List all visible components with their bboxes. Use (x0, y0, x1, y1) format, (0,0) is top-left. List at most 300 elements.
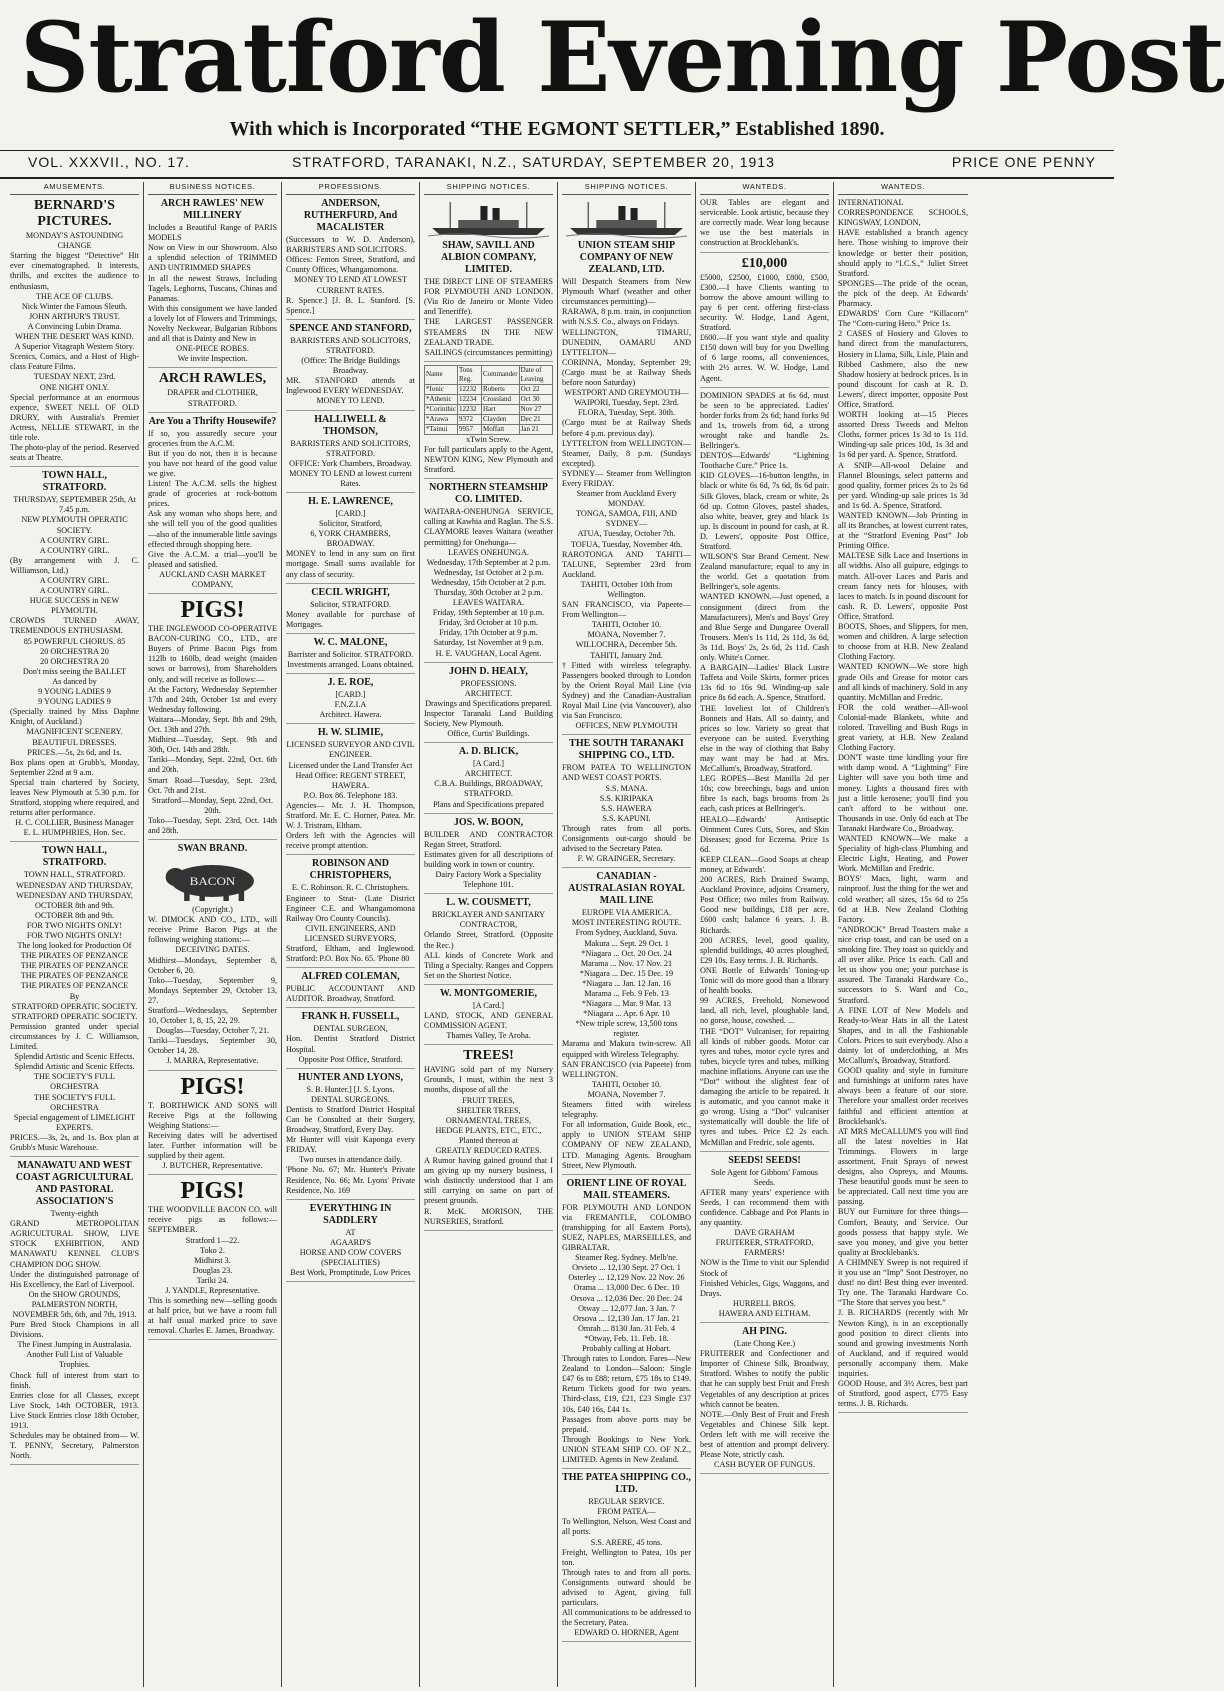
advertisement-text: (By arrangement with J. C. Williamson, Ltd.) (10, 555, 139, 575)
advertisement-text: MOANA, November 7. (587, 1089, 666, 1099)
advertisement-text: If so, you assuredly secure your groceries from the A.C.M. (148, 428, 277, 448)
advertisement-text: Scenics, Comics, and a Host of High-class Feature Films. (10, 352, 139, 372)
advertisement-text: Special performance at an enormous expence, SWEET NELL OF OLD DRURY, with Australia's Premier Actress, NELLIE STEWART, in the title role. (10, 392, 139, 442)
advertisement-text: *Otway, Feb. 11. Feb. 18. (584, 1333, 669, 1343)
advertisement-text: Midhirst—Mondays, September 8, October 6, 20. (148, 955, 277, 975)
advertisement-text: Orama ... 13,000 Dec. 6 Dec. 10 (573, 1283, 680, 1293)
advertisement-text: GOOD quality and style in furniture and furnishings at uniform rates have always been a feature of our store. Therefore your smallest order receives faithful and efficient attention at Brocklebank's. (838, 1066, 968, 1126)
advertisement-text: MAGNIFICENT SCENERY. (26, 727, 123, 737)
advertisement-text: [A Card.] (473, 759, 504, 769)
advertisement-text: 9 YOUNG LADIES 9 (38, 687, 111, 697)
advertisement-text: TAHITI, October 10th from Wellington. (580, 579, 673, 599)
advertisement-text: As danced by (52, 676, 97, 686)
advertisement-text: Probably calling at Hobart. (582, 1344, 671, 1353)
advertisement-heading: L. W. COUSMETT, (446, 897, 531, 909)
advertisement-text: W. DIMOCK AND CO., LTD., will receive Prime Bacon Pigs at the following weighing stations:— (148, 915, 277, 945)
advertisement (148, 416, 277, 595)
advertisement-heading: W. MONTGOMERIE, (439, 987, 538, 999)
advertisement (286, 727, 415, 855)
table-row (425, 394, 553, 404)
advertisement-text: Marama and Makura twin-screw. All equipped with Wireless Telegraphy. (562, 1039, 691, 1059)
advertisement-text: WAITARA-ONEHUNGA SERVICE, calling at Kawhia and Raglan. The S.S. CLAYMORE leaves Waitara (weather permitting) for Onehunga— (424, 507, 553, 547)
advertisement-text: Mr Hunter will visit Kaponga every FRIDAY. (286, 1135, 415, 1155)
table-cell: Commander (482, 365, 520, 384)
advertisement-text: 20 ORCHESTRA 20 (40, 656, 109, 666)
advertisement-text: Agencies— Mr. J. H. Thompson, Stratford. Mr. E. C. Horner, Patea. Mr. W. J. Tristram, Eltham. (286, 800, 415, 831)
advertisement (700, 391, 829, 1152)
advertisement-text: Best Work, Promptitude, Low Prices (290, 1268, 411, 1278)
newspaper-subtitle: With which is Incorporated “THE EGMONT SETTLER,” Established 1890. (229, 118, 885, 140)
advertisement-text: The Finest Jumping in Australasia. (17, 1340, 132, 1350)
advertisement-text: HEDGE PLANTS, ETC., ETC., (435, 1125, 542, 1135)
advertisement-text: THE SOCIETY'S FULL ORCHESTRA (33, 1092, 116, 1112)
advertisement-text: *Niagara ... Dec. 15 Dec. 19 (579, 968, 674, 978)
advertisement-text: P.O. Box 86. Telephone 183. (303, 790, 398, 800)
advertisement-text: HURRELL BROS. (733, 1298, 796, 1308)
advertisement (286, 971, 415, 1008)
advertisement-text: A COUNTRY GIRL. (39, 535, 110, 545)
column-4 (420, 182, 558, 1687)
advertisement-text: SAN FRANCISCO, via Papeete— From Wellington— (562, 600, 691, 620)
advertisement (286, 1072, 415, 1200)
advertisement-text: Twenty-eighth (50, 1209, 99, 1219)
advertisement-text: Smart Road—Tuesday, Sept. 23rd, Oct. 7th and 21st. (148, 775, 277, 795)
advertisement-heading: £10,000 (741, 255, 788, 271)
advertisement-text: TONGA, SAMOA, FIJI, AND SYDNEY— (576, 509, 677, 529)
advertisement-text: This is something new—selling goods at half price, but we have a room full at half usual marked price to save removal. Charles E. James, Broadway. (148, 1296, 277, 1336)
advertisement-text: TUESDAY NEXT, 23rd. (33, 372, 116, 382)
advertisement-heading: MANAWATU AND WEST COAST AGRICULTURAL AND PASTORAL ASSOCIATION'S (15, 1160, 134, 1208)
advertisement-text: Dairy Factory Work a Speciality (435, 870, 542, 880)
advertisement-text: A COUNTRY GIRL. (39, 576, 110, 585)
advertisement-text: Makura ... Sept. 29 Oct. 1 (584, 938, 669, 948)
advertisement-text: Telephone 101. (463, 880, 514, 890)
advertisement-text: AGAARD'S (329, 1237, 372, 1247)
advertisement-text: Through rates to and from all ports. Consignments outward should be advised to Agent, giving full particulars. (562, 1567, 691, 1608)
advertisement-text: WORTH looking at—15 Pieces assorted Dress Tweeds and Melton Cloths, former prices 1s 3d to 1s 11d. Winding-up sale prices 10d, 1s 3d and 1s 6d per yard. A. Spence, Stratford. (838, 410, 968, 460)
advertisement-text: GOOD House, and 3½ Acres, best part of Stratford, good aspect, £775 Easy terms. J. B. Richards. (838, 1379, 968, 1409)
advertisement (148, 1074, 277, 1176)
advertisement-text: DRAPER and CLOTHIER, STRATFORD. (167, 388, 258, 408)
advertisement-text: J. YANDLE, Representative. (165, 1285, 260, 1295)
advertisement-text: FLORA, Tuesday, Sept. 30th. (577, 408, 676, 418)
advertisement-text: CORINNA, Monday, September 29; (Cargo must be at Railway Sheds before noon Saturday) (562, 357, 691, 388)
table-cell: *Ionic (425, 384, 458, 394)
advertisement-text: Hon. Dentist Stratford District Hospital. (286, 1034, 415, 1054)
advertisement-text: Licensed under the Land Transfer Act (288, 760, 413, 770)
advertisement-text: Steamers fitted with wireless telegraphy. (562, 1100, 691, 1120)
advertisement-text: LICENSED SURVEYOR AND CIVIL ENGINEER. (286, 740, 415, 760)
advertisement-text: ONE-PIECE ROBES. (176, 344, 249, 354)
table-cell: Crossland (482, 394, 520, 404)
advertisement-text: Inspector Taranaki Land Building Society, New Plymouth. (424, 708, 553, 728)
advertisement-text: Investments arranged. Loans obtained. (287, 660, 414, 669)
advertisement-text: xTwin Screw. (466, 434, 511, 444)
advertisement-heading: FRANK H. FUSSELL, (301, 1011, 400, 1023)
advertisement-text: THE “DOT” Vulcaniser, for repairing all kinds of rubber goods. Motor car tyres and tubes, motor cycle tyres and tubes, bicycle tyres and tubes, milking machine inflations. Anyone can use the “Dot” without the slightest fear of damaging the article to be repaired. It is automatic, and you cannot make it go wrong. Using a “Dot” vulcaniser systematically will double the life of tyres and tubes. Price £2 2s each. McMillan and Fredric, sole agents. (700, 1026, 829, 1147)
advertisement-text: †Fitted with wireless telegraphy. Passengers booked through to London by the Orient Royal Mail Line (via Sydney) and the Canadian-Australian Royal Mail Line (via Vancouver), also via San Francisco. (562, 660, 691, 721)
advertisement-text: H. C. COLLIER, Business Manager (15, 818, 134, 828)
advertisement-text: THE INGLEWOOD CO-OPERATIVE BACON-CURING CO., LTD., are Buyers of Prime Bacon Pigs from 112lb to 160lb, dead weight (maiden sows or barrows), from Shareholders only, and will receive as follows:— (148, 624, 277, 684)
advertisement-text: All communications to be addressed to the Secretary, Patea. (562, 1608, 691, 1628)
advertisement-text: *Niagara ... Apr. 6 Apr. 10 (583, 1009, 670, 1019)
advertisement-text: OCTOBER 8th and 9th. (35, 910, 114, 920)
advertisement-heading: H. E. LAWRENCE, (308, 495, 393, 507)
advertisement (148, 198, 277, 368)
advertisement (424, 666, 553, 744)
advertisement-heading: ARCH RAWLES, (158, 371, 267, 387)
table-cell: 9957 (457, 424, 481, 434)
advertisement-text: Head Office: REGENT STREET, HAWERA. (295, 770, 406, 790)
column-header: SHIPPING NOTICES. (562, 182, 691, 195)
advertisement-text: THE PIRATES OF PENZANCE (20, 961, 129, 971)
advertisement-text: [CARD.] (335, 508, 366, 518)
advertisement-text: Will Despatch Steamers from New Plymouth Wharf (weather and other circumstances permitting)— (562, 277, 691, 307)
advertisement-text: SYDNEY— Steamer from Wellington Every FRIDAY. (562, 468, 691, 488)
table-cell: *Athenic (425, 394, 458, 404)
column-header: AMUSEMENTS. (10, 182, 139, 195)
advertisement-text: FOR PLYMOUTH AND LONDON via FREMANTLE, COLOMBO (transhipping for all Eastern Ports), SUEZ, NAPLES, MARSEILLES, and GIBRALTAR. (562, 1202, 691, 1253)
advertisement-text: CROWDS TURNED AWAY, TREMENDOUS ENTHUSIASM. (10, 616, 139, 636)
advertisement (424, 817, 553, 895)
column-3 (282, 182, 420, 1687)
advertisement (148, 371, 277, 412)
advertisement-heading: SHAW, SAVILL AND ALBION COMPANY, LIMITED. (440, 240, 536, 276)
advertisement-text: Includes a Beautiful Range of PARIS MODELS (148, 223, 277, 243)
advertisement (424, 198, 553, 362)
advertisement-text: Entries close for all Classes, except Live Stock, 14th OCTOBER, 1913. Live Stock Entries close 18th October, 1913. (10, 1390, 139, 1431)
advertisement-text: FROM PATEA TO WELLINGTON AND WEST COAST PORTS. (562, 763, 691, 783)
advertisement-text: EDWARD O. HORNER, Agent (574, 1628, 679, 1638)
advertisement-text: 9 YOUNG LADIES 9 (38, 697, 111, 707)
advertisement-text: We invite Inspection. (177, 354, 248, 364)
advertisement-text: Through rates to London. Fares—New Zealand to London—Saloon: Single £47 6s to £88; return, £75 18s to £149. Return Tickets good for two years. Third-class, £19, £21, £23 Single £37 10s, £40 16s, £44 1s. (562, 1354, 691, 1414)
advertisement-text: (Copyright.) (192, 905, 233, 915)
advertisement-text: 'Phone No. 67; Mr. Hunter's Private Residence, No. 66; Mr. Lyons' Private Residence, No. 169 (286, 1165, 415, 1195)
advertisement-heading: H. W. SLIMIE, (317, 727, 384, 739)
advertisement-heading: HUNTER AND LYONS, (298, 1071, 403, 1083)
advertisement-text: OUR Tables are elegant and serviceable. Look artistic, because they are correctly made. Wear long because we use the best materials in construction at Brocklebank's. (700, 198, 829, 248)
advertisement-heading: CANADIAN - AUSTRALASIAN ROYAL MAIL LINE (568, 871, 685, 907)
advertisement-heading: AH PING. (742, 1326, 787, 1338)
advertisement-text: A SNIP—All-wool Delaine and Flannel Blousings, select patterns and good quality, former prices 2s to 2s 6d per yard. Winding-up sale prices 1s 3d and 1s 6d. A. Spence, Stratford. (838, 460, 968, 510)
advertisement-text: Solicitor, STRATFORD. (310, 599, 391, 609)
advertisement-text: A FINE LOT of New Models and Ready-to-Wear Hats in all the Latest Shapes, and in all the Fashionable Colors. Prices to suit everybody. Also a dainty lot of underclothing, at Mrs McCallum's, Broadway, Stratford. (838, 1005, 968, 1066)
advertisement-text: 200 ACRES, Rich Drained Swamp, Auckland Province, adjoins Creamery, Post Office; two miles from Railway. Good new buildings, £18 per acre, £600 cash; balance 6 years. J. B. Richards. (700, 875, 829, 935)
advertisement-text: S.S. ARERE, 45 tons. (590, 1537, 663, 1547)
advertisement-text: THE PIRATES OF PENZANCE (20, 971, 129, 981)
advertisement-text: CASH BUYER OF FUNGUS. (713, 1460, 815, 1470)
advertisement-text: HORSE AND COW COVERS (SPECIALITIES) (299, 1247, 402, 1268)
advertisement (424, 1048, 553, 1231)
advertisement-text: Under the distinguished patronage of His Excellency, the Earl of Liverpool. (10, 1269, 139, 1289)
advertisement-text: OFFICE: York Chambers, Broadway. (289, 458, 412, 468)
table-cell: *Arawa (425, 414, 458, 424)
advertisement-text: Saturday, 1st November at 9 p.m. (433, 638, 544, 648)
price: PRICE ONE PENNY (951, 154, 1096, 170)
advertisement-heading: SWAN BRAND. (177, 843, 248, 855)
advertisement-text: J. MARRA, Representative. (166, 1056, 259, 1066)
column-7 (834, 182, 972, 1687)
advertisement-text: S.S. MANA. (605, 783, 648, 793)
advertisement-text: MONEY TO LEND AT LOWEST CURRENT RATES. (294, 275, 407, 295)
advertisement-text: FOR TWO NIGHTS ONLY! (26, 920, 123, 930)
advertisement-heading: W. C. MALONE, (313, 636, 388, 648)
advertisement (562, 1178, 691, 1469)
advertisement-text: Offices: Fenton Street, Stratford, and County Offices, Whangamomona. (286, 255, 415, 275)
advertisement-text: £5000, £2500, £1000, £800, £500, £300.—I have Clients wanting to borrow the above amount willing to pay 6 per cent. offering first-class security. W. Hodge, Land Agent, Stratford. (700, 272, 829, 333)
advertisement-text: JOHN ARTHUR'S TRUST. (29, 311, 120, 321)
advertisement-text: MOANA, November 7. (587, 630, 666, 640)
advertisement-text: BOOTS, Shoes, and Slippers, for men, women and children. A large selection to choose from at H.B. New Zealand Clothing Factory. (838, 622, 968, 662)
advertisement-text: LEG ROPES—Best Manilla 2d per 10s; cow breechings, bags and union fibre 1s each, bags brooms from 2s each, cash prices at Bellringer's. (700, 774, 829, 814)
column-2 (144, 182, 282, 1687)
advertisement-heading: ROBINSON AND CHRISTOPHERS, (309, 858, 392, 882)
advertisement-text: A COUNTRY GIRL. (39, 545, 110, 555)
advertisement (700, 198, 829, 252)
table-cell: Oct 30 (519, 394, 552, 404)
advertisement (286, 414, 415, 493)
advertisement-text: F.N.Z.I.A (334, 700, 367, 710)
advertisement-text: TAHITI, October 10. (591, 620, 662, 630)
column-6 (696, 182, 834, 1687)
advertisement-heading: ORIENT LINE OF ROYAL MAIL STEAMERS. (566, 1177, 687, 1201)
advertisement-text: DENTAL SURGEONS. (310, 1094, 391, 1104)
table-cell: Date of Leaving (519, 365, 552, 384)
advertisement-text: Otway ... 12,077 Jan. 3 Jan. 7 (578, 1303, 675, 1313)
advertisement-text: MONEY to lend in any sum on first mortgage. Small sums available for any class of security. (286, 549, 415, 579)
advertisement-text: Schedules may be obtained from— W. T. PENNY, Secretary, Palmerston North. (10, 1431, 139, 1461)
column-header: BUSINESS NOTICES. (148, 182, 277, 195)
svg-text:BACON: BACON (189, 874, 236, 888)
advertisement-text: 2 CASES of Hosiery and Gloves to hand direct from the manufacturers, Hosiery in Llama, Silk, Lisle, Plain and Ribbed Cashmere, also the new Shadow hosiery at bedrock prices. Is in pound discount for cash at R. D. Lewers', direct importer, opposite Post Office, Stratford. (838, 329, 968, 409)
advertisement-text: Starring the biggest “Detective” Hit ever cinematographed. It interests, thrills, and excites the audience to enthusiasm, (10, 251, 139, 291)
advertisement-text: EUROPE VIA AMERICA. (581, 908, 672, 918)
advertisement-text: Pure Bred Stock Champions in all Divisions. (10, 1320, 139, 1340)
advertisement-text: Passages from above ports may be prepaid. (562, 1414, 691, 1434)
advertisement-text: Stratford—Wednesdays, September 10, October 1, 8, 15, 22, 29. (148, 1006, 277, 1026)
advertisement-text: Estimates given for all descriptions of building work in town or country. (424, 849, 553, 869)
advertisement-text: Thames Valley, Te Aroha. (446, 1031, 531, 1041)
table-row (425, 404, 553, 414)
advertisement-text: Orsova ... 12,036 Dec. 20 Dec. 24 (570, 1293, 683, 1303)
advertisement-heading: THE SOUTH TARANAKI SHIPPING CO., LTD. (569, 738, 684, 762)
advertisement-text: F. W. GRAINGER, Secretary. (577, 854, 676, 864)
advertisement-text: HAVE established a branch agency here. Those wishing to improve their knowledge or better their position, should apply to “I.C.S.,” Juliet Street Stratford. (838, 228, 968, 278)
advertisement-text: From Sydney, Auckland, Suva. (575, 928, 678, 938)
advertisement-text: Marama ... Feb. 9 Feb. 13 (584, 989, 669, 998)
advertisement-text: The photo-play of the period. Reserved seats at Theatre. (10, 443, 139, 463)
advertisement-text: (Late Chong Kee.) (733, 1339, 796, 1349)
advertisement-text: 6, YORK CHAMBERS, BROADWAY. (310, 529, 391, 549)
advertisement (424, 365, 553, 479)
advertisement-text: J. B. RICHARDS (recently with Mr Newton King), is in an exceptionally good position to direct clients into sound and growing investments North of Auckland, and if required would personally accompany them. Make inquiries. (838, 1308, 968, 1378)
advertisement-text: Ask any woman who shops here, and she will tell you of the good qualities—also of the innumerable little savings effected through shopping here. (148, 509, 277, 549)
table-row (425, 424, 553, 434)
advertisement (10, 470, 139, 842)
advertisement-text: STRATFORD OPERATIC SOCIETY. (11, 1011, 138, 1021)
advertisement-text: BARRISTERS AND SOLICITORS, STRATFORD. (290, 438, 411, 458)
advertisement-text: Now on View in our Showroom. Also a splendid selection of TRIMMED AND UNTRIMMED SHAPES (148, 243, 277, 273)
advertisement-text: Finished Vehicles, Gigs, Waggons, and Drays. (700, 1278, 829, 1298)
advertisement-text: C.B.A. Buildings, BROADWAY, STRATFORD. (434, 779, 543, 799)
advertisement (424, 482, 553, 662)
advertisement-text: Orsova ... 12,130 Jan. 17 Jan. 21 (573, 1313, 680, 1323)
advertisement-text: SAN FRANCISCO (via Papeete) from WELLINGTON. (562, 1059, 691, 1079)
table-cell: Tons Reg. (457, 365, 481, 384)
advertisement-text: ONE Bottle of Edwards' Toning-up Tonic will do more good than a library of health books. (700, 965, 829, 996)
advertisement-text: Orders left with the Agencies will receive prompt attention. (286, 831, 415, 851)
advertisement (286, 198, 415, 320)
advertisement-text: BARRISTERS AND SOLICITORS, STRATFORD. (290, 335, 411, 355)
advertisement-text: On the SHOW GROUNDS, PALMERSTON NORTH, (28, 1289, 121, 1309)
columns (6, 182, 1110, 1687)
advertisement-text: PRICES.—5s, 2s 6d, and 1s. (27, 747, 122, 757)
advertisement-text: Tariki—Tuesdays, September 30, October 14, 28. (148, 1036, 277, 1056)
advertisement (286, 1203, 415, 1282)
advertisement-text: S.S. KIRIPAKA (599, 793, 654, 803)
advertisement-text: Stratford, Eltham, and Inglewood. Stratford: P.O. Box No. 65. 'Phone 80 (286, 943, 415, 964)
advertisement (286, 1011, 415, 1068)
table-cell: 12234 (457, 394, 481, 404)
advertisement-text: 85 POWERFUL CHORUS. 85 (23, 636, 126, 646)
advertisement-text: Drawings and Specifications prepared. (425, 698, 552, 708)
advertisement-heading: ALFRED COLEMAN, (301, 971, 400, 983)
advertisement-text: REGULAR SERVICE. (588, 1497, 665, 1507)
boar-logo-icon (158, 857, 267, 903)
advertisement-text: BOYS' Macs, light, warm and rainproof. Just the thing for the wet and cold weather; all sizes, 15s 6d to 25s 6d at H.B. New Zealand Clothing Factory. (838, 874, 968, 924)
advertisement-text: FOR the cold weather—All-wool Colonial-made Blankets, white and colored. Travelling and Bush Rugs in great variety, at H.B. New Zealand Clothing Factory. (838, 702, 968, 753)
advertisement-heading: EVERYTHING IN SADDLERY (309, 1202, 392, 1226)
table-cell: 9372 (457, 414, 481, 424)
advertisement-text: RARAWA, 8 p.m. train, in conjunction with N.S.S. Co., always on Fridays. (562, 307, 691, 327)
advertisement-text: Steamer Reg. Sydney. Melb'ne. (575, 1253, 678, 1263)
advertisement-text: E. L. HUMPHRIES, Hon. Sec. (23, 828, 126, 838)
advertisement-text: LYTTELTON from WELLINGTON—Steamer, Daily, 8 p.m. (Sundays excepted). (562, 438, 691, 468)
advertisement-text: MONDAY'S ASTOUNDING CHANGE (25, 231, 124, 251)
advertisement-text: PRICES.—3s, 2s, and 1s. Box plan at Grubb's Music Warehouse. (10, 1132, 139, 1152)
table-cell: Moffatt (482, 424, 520, 434)
advertisement-text: ONE NIGHT ONLY. (39, 382, 110, 392)
advertisement-text: Orvieto ... 12,130 Sept. 27 Oct. 1 (572, 1263, 681, 1273)
advertisement (286, 637, 415, 674)
advertisement-text: OCTOBER 8th and 9th. (35, 900, 114, 910)
table-row (425, 365, 553, 384)
advertisement-text: J. BUTCHER, Representative. (162, 1161, 263, 1171)
advertisement-text: *New triple screw, 13,500 tons register. (575, 1019, 678, 1039)
advertisement-text: R. Spence.] [J. B. L. Stanford. [S. Spence.] (286, 295, 415, 315)
advertisement-text: Listen! The A.C.M. sells the highest grade of groceries at rock-bottom prices. (148, 479, 277, 509)
advertisement-text: LEAVES WAITARA. (452, 598, 525, 608)
advertisement-text: MOST INTERESTING ROUTE. (571, 918, 682, 928)
column-header: SHIPPING NOTICES. (424, 182, 553, 195)
advertisement-text: AT (345, 1227, 356, 1237)
advertisement-heading: A. D. BLICK, (458, 746, 519, 758)
advertisement-text: S. B. Hunter.] [J. S. Lyons. (306, 1084, 395, 1094)
advertisement-text: THE loveliest lot of Children's Bonnets and Hats. All so dainty, and prices so low. Variety so great that everyone can be suited. Everything else in the way of clothing that Baby may want may be had at Mrs. McCallum's, Broadway, Stratford. (700, 703, 829, 774)
advertisement-text: HUGE SUCCESS in NEW PLYMOUTH. (29, 596, 120, 616)
advertisement-text: WEDNESDAY AND THURSDAY, (16, 880, 133, 890)
advertisement-text: GRAND METROPOLITAN AGRICULTURAL SHOW, LIVE STOCK EXHIBITION, AND MANAWATU KENNEL CLUB'S CHAMPION DOG SHOW. (10, 1219, 139, 1269)
advertisement-heading: PIGS! (180, 1073, 245, 1100)
advertisement-text: SAILINGS (circumstances permitting) (424, 347, 553, 357)
advertisement-text: Thursday, 30th October at 2 p.m. (434, 587, 543, 597)
advertisement-text: Permission granted under special circumstances by J. C. Williamson, Limited. (10, 1021, 139, 1052)
advertisement-heading: ARCH RAWLES' NEW MILLINERY (160, 198, 265, 222)
advertisement-text: Plans and Specifications prepared (433, 799, 544, 809)
advertisement-text: (Successors to W. D. Anderson), BARRISTERS AND SOLICITORS. (286, 235, 415, 255)
advertisement-text: T. BORTHWICK AND SONS will Receive Pigs at the following Weighing Stations:— (148, 1100, 277, 1130)
advertisement-text: Special engagement of LIMELIGHT EXPERTS. (13, 1112, 136, 1132)
advertisement-text: Planted thereon at (458, 1135, 519, 1145)
advertisement-text: (Office: The Bridge Buildings Broadway. (301, 356, 400, 376)
advertisement-text: Friday, 3rd October at 10 p.m. (438, 618, 539, 628)
advertisement-text: *Niagara ... Mar. 9 Mar. 13 (581, 999, 672, 1009)
advertisement-heading: J. E. ROE, (327, 677, 374, 689)
advertisement-heading: TOWN HALL, STRATFORD. (42, 845, 107, 869)
advertisement-text: AUCKLAND CASH MARKET COMPANY, (159, 569, 266, 589)
table-cell: 12232 (457, 384, 481, 394)
advertisement-text: LEAVES ONEHUNGA. (448, 547, 529, 557)
table-cell: Name (425, 365, 458, 384)
advertisement-text: For full particulars apply to the Agent, NEWTON KING, New Plymouth and Stratford. (424, 444, 553, 475)
table-cell: *Corinthic (426, 404, 456, 413)
advertisement-text: Orlando Street, Stratford. (Opposite the Rec.) (424, 930, 553, 950)
advertisement (424, 897, 553, 985)
advertisement (10, 198, 139, 467)
advertisement-text: Office, Curtis' Buildings. (447, 729, 530, 739)
advertisement (286, 587, 415, 634)
advertisement-text: Through Bookings to New York. UNION STEAM SHIP CO. OF N.Z., LIMITED. Agents in New Zealand. (562, 1434, 691, 1465)
advertisement-text: Stratford—Monday, Sept. 22nd, Oct. 20th. (151, 795, 274, 815)
advertisement-text: Don't miss seeing the BALLET (22, 666, 127, 676)
column-header: WANTEDS. (838, 182, 968, 195)
advertisement-text: NEW PLYMOUTH OPERATIC SOCIETY. (21, 515, 128, 535)
advertisement-text: THE PIRATES OF PENZANCE (20, 981, 129, 991)
table-cell: *Tainui (425, 424, 458, 434)
advertisement-text: BEAUTIFUL DRESSES. (32, 737, 117, 747)
advertisement-text: MONEY TO LEND. (316, 396, 385, 406)
advertisement-text: Dentists to Stratford District Hospital Can be Consulted at their Surgery, Broadway, Stratford, Every Day. (286, 1104, 415, 1135)
advertisement-text: WESTPORT AND GREYMOUTH— (564, 388, 689, 398)
advertisement-text: NOVEMBER 5th, 6th, and 7th, 1913. (12, 1310, 137, 1319)
advertisement-text: WILLOCHRA, December 5th. (575, 640, 678, 650)
advertisement-text: THE LARGEST PASSENGER STEAMERS IN THE NEW ZEALAND TRADE. (424, 317, 553, 347)
advertisement-text: NOTE.—Only Best of Fruit and Fresh Vegetables and Chinese Silk kept. Orders left with me will receive the best of attention and prompt delivery. Please Note, strictly cash. (700, 1409, 829, 1460)
advertisement-heading: SEEDS! SEEDS! (728, 1154, 801, 1166)
advertisement-text: TAHITI, October 10. (591, 1079, 662, 1089)
column-header: WANTEDS. (700, 182, 829, 195)
table-cell: Dec 21 (519, 414, 552, 424)
advertisement-text: A BARGAIN—Ladies' Black Lustre Taffeta and Voile Skirts, former prices 13s 6d to 16s 9d. Winding-up sale price 8s 6d each. A. Spence, Stratford. (700, 663, 829, 703)
advertisement (838, 198, 968, 1413)
advertisement-text: A Rumor having gained ground that I am giving up my nursery business, I wish distinctly understood that I am still carrying on same on part of present grounds. (424, 1156, 553, 1206)
table-cell: 12232 (457, 404, 481, 414)
advertisement-heading: JOHN D. HEALY, (449, 665, 528, 677)
advertisement-text: BRICKLAYER AND SANITARY CONTRACTOR, (431, 910, 546, 930)
advertisement-text: A CHIMNEY Sweep is not required if it you use an “Imp” Soot Destroyer, no dust! no dirt! Best thing ever invented. Try one. The Taranaki Hardware Co. “The Store that serves you best.” (838, 1257, 968, 1308)
advertisement-text: DECEIVING DATES. (175, 945, 250, 955)
advertisement-text: In all the newest Straws, Including Tagels, Leghorns, Tuscans, Chinas and Panamas. (148, 273, 277, 303)
advertisement-text: [A Card.] (473, 1000, 504, 1010)
advertisement-text: Another Full List of Valuable Trophies. (26, 1350, 123, 1370)
advertisement-text: For all information, Guide Book, etc., apply to UNION STEAM SHIP COMPANY OF NEW ZEALAND, LTD. Managing Agents. Brougham Street, New Plymouth. (562, 1120, 691, 1170)
advertisement-text: Stratford 1—22. (185, 1235, 240, 1245)
place-and-date: STRATFORD, TARANAKI, N.Z., SATURDAY, SEPTEMBER 20, 1913 (292, 154, 775, 170)
advertisement-text: 99 ACRES, Freehold, Norsewood land, all rich, level, ploughable land, no gorse, house, cowshed. ... (700, 996, 829, 1026)
advertisement-text: ATUA, Tuesday, October 7th. (577, 529, 676, 539)
advertisement-text: Midhirst 3. (194, 1255, 231, 1265)
